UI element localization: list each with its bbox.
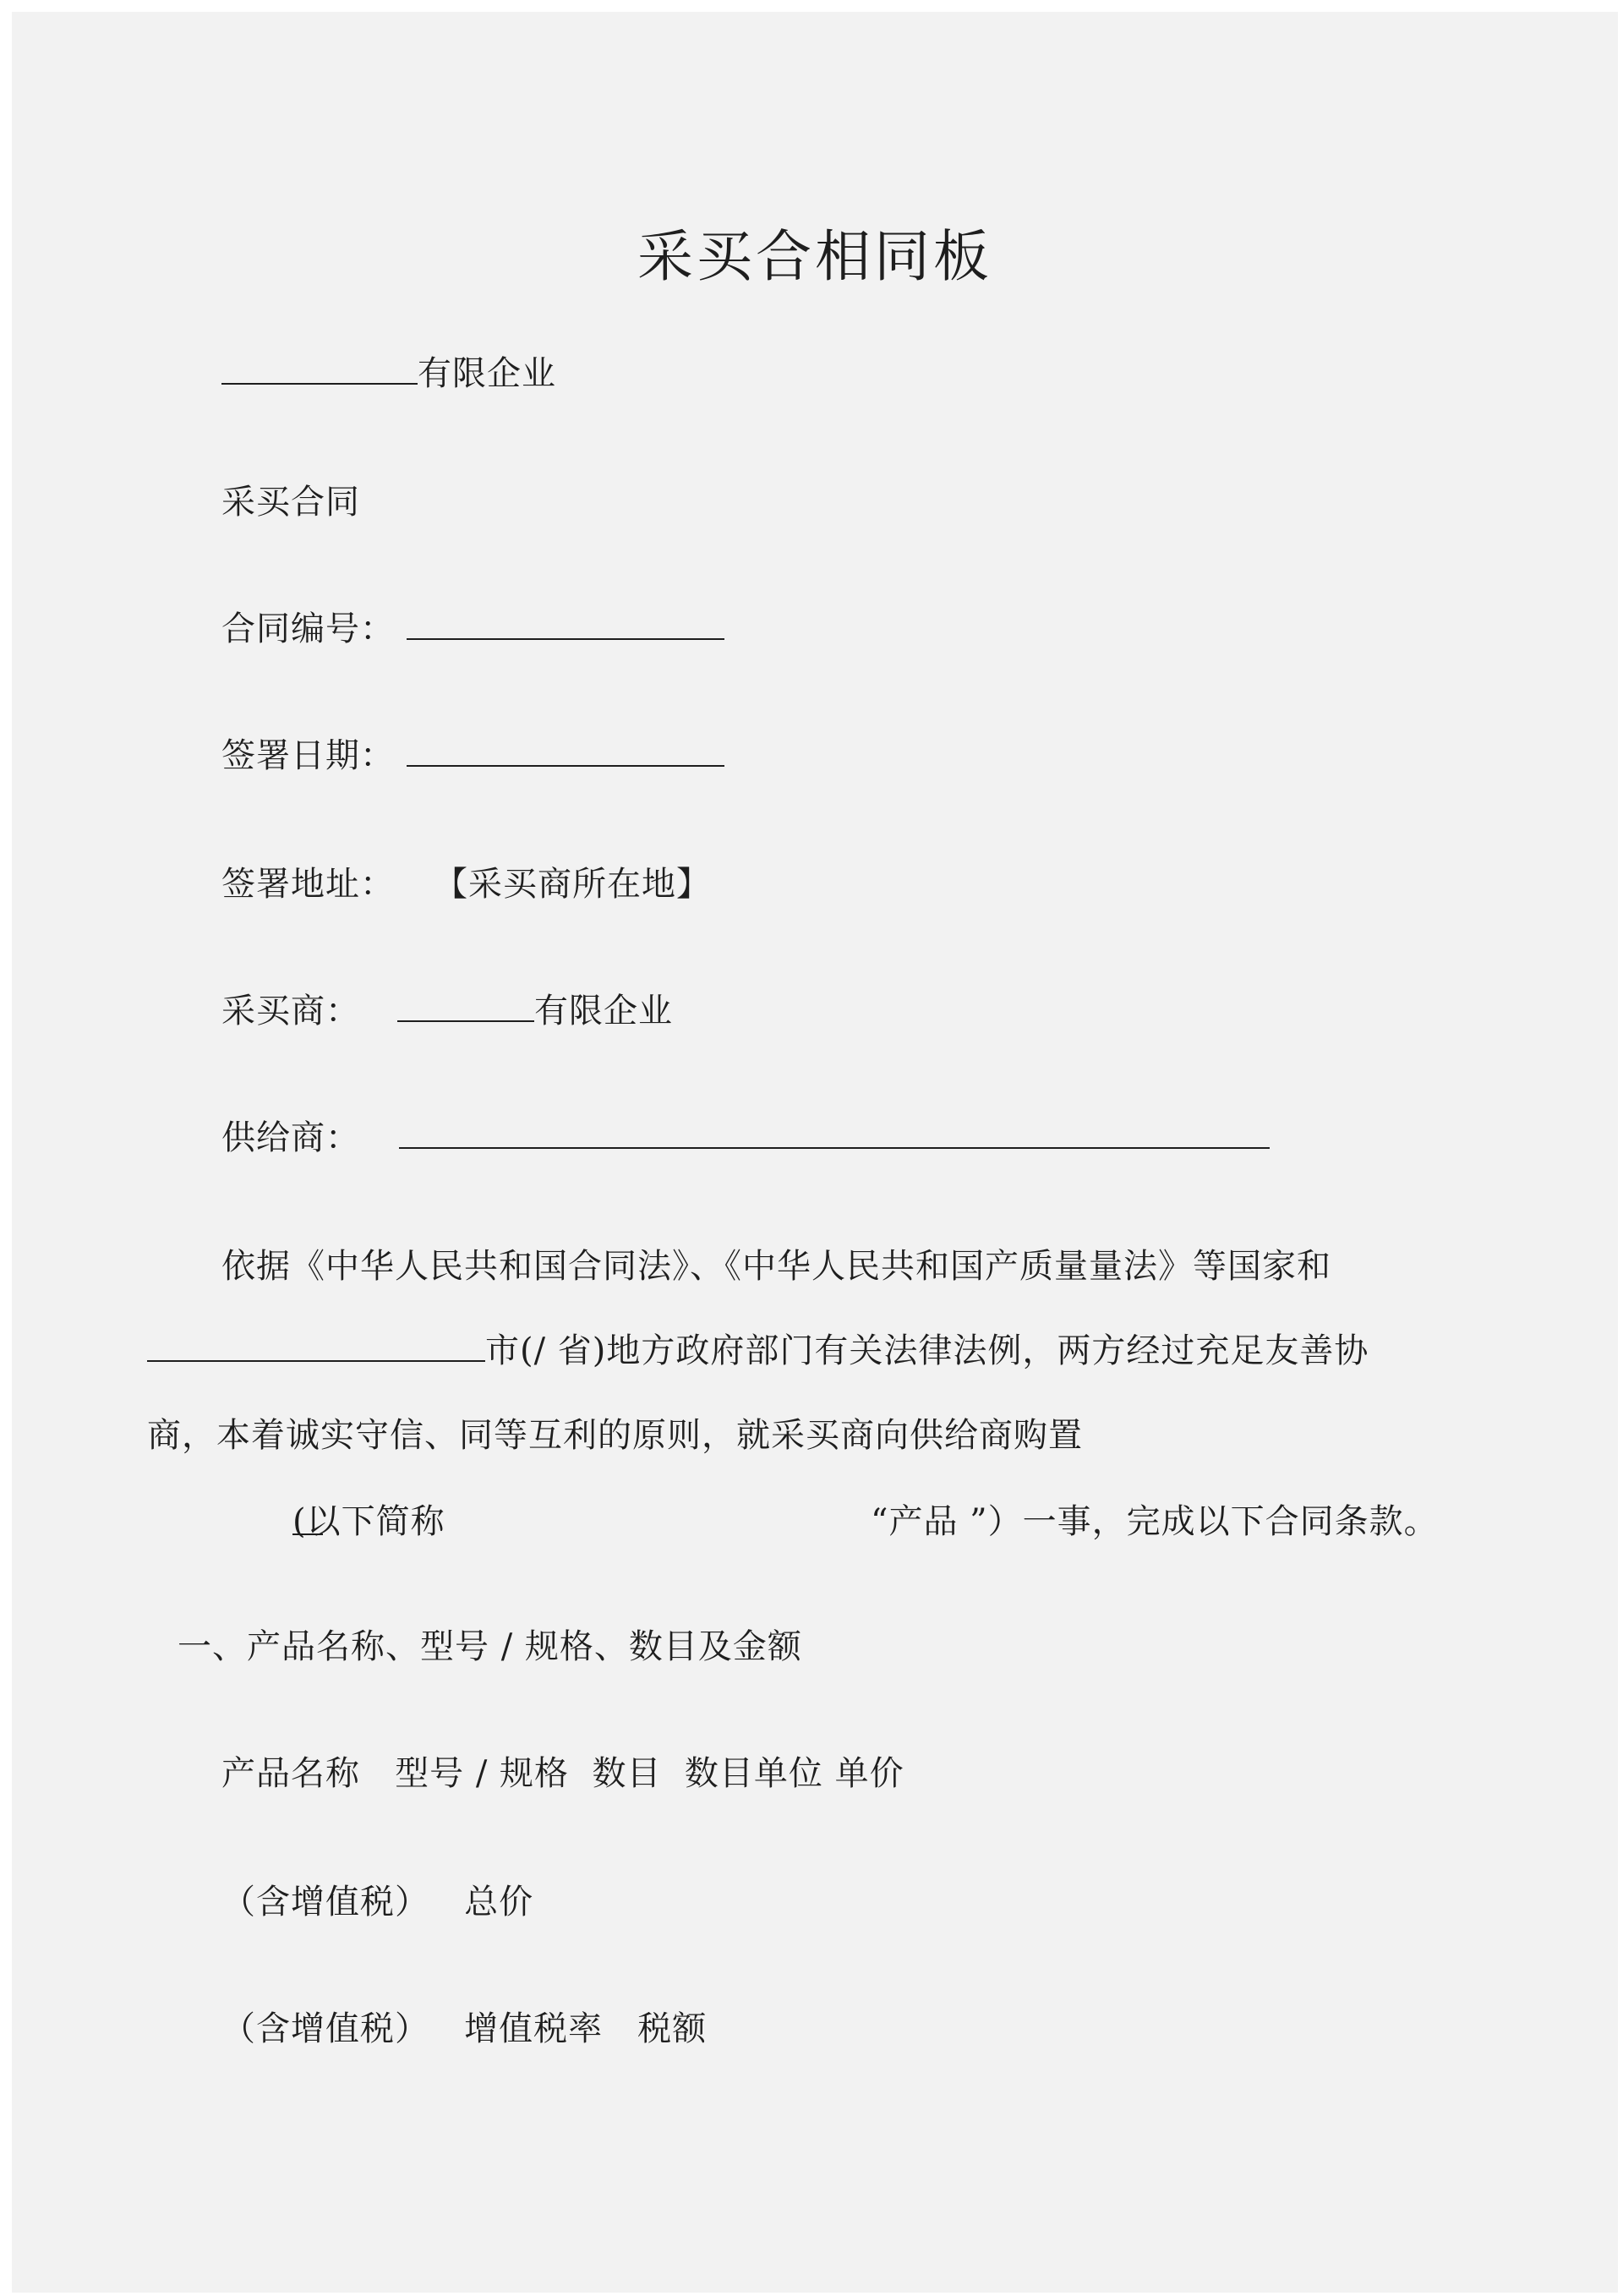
buyer-label: 采买商： — [221, 992, 360, 1030]
preamble-line-4-left — [292, 1500, 445, 1544]
table-header-line-2: （含增值税） 总价 — [221, 1883, 534, 1922]
preamble-line-4-left-text: (以下简称 — [292, 1502, 445, 1541]
contract-number-line — [221, 607, 724, 651]
section-1-heading: 一、产品名称、型号 / 规格、数目及金额 — [178, 1627, 802, 1666]
contract-number-label: 合同编号： — [221, 610, 395, 648]
product-blank[interactable] — [292, 1500, 323, 1535]
buyer-name-blank[interactable] — [397, 990, 534, 1022]
sign-address-line — [221, 862, 711, 906]
company-suffix: 有限企业 — [418, 354, 556, 393]
sign-address-label: 签署地址： — [221, 865, 395, 904]
city-blank[interactable] — [147, 1330, 485, 1362]
sign-address-value: 【采买商所在地】 — [434, 865, 711, 904]
supplier-name-blank[interactable] — [399, 1117, 1270, 1149]
preamble-line-4-right: “产品 ”）一事，完成以下合同条款。 — [871, 1502, 1439, 1541]
document-title: 采买合相同板 — [637, 224, 992, 289]
supplier-line — [221, 1116, 1270, 1160]
preamble-line-2 — [147, 1329, 1369, 1373]
contract-label: 采买合同 — [221, 483, 360, 522]
sign-date-blank[interactable] — [407, 735, 724, 767]
company-name-blank[interactable] — [221, 353, 418, 385]
preamble-line-1: 依据《中华人民共和国合同法》、《中华人民共和国产质量量法》等国家和 — [221, 1247, 1331, 1286]
table-header-line-1: 产品名称 型号 / 规格 数目 数目单位 单价 — [221, 1754, 904, 1793]
company-line — [221, 352, 556, 396]
contract-number-blank[interactable] — [407, 608, 724, 640]
sign-date-line — [221, 734, 724, 778]
preamble-line-2-text: 市(/ 省)地方政府部门有关法律法例，两方经过充足友善协 — [485, 1331, 1369, 1370]
table-header-line-3: （含增值税） 增值税率 税额 — [221, 2009, 708, 2048]
supplier-label: 供给商： — [221, 1118, 360, 1157]
buyer-suffix: 有限企业 — [534, 992, 673, 1030]
buyer-line — [221, 989, 673, 1033]
preamble-line-3: 商，本着诚实守信、同等互利的原则，就采买商向供给商购置 — [147, 1416, 1083, 1455]
document-page — [12, 12, 1618, 2293]
sign-date-label: 签署日期： — [221, 736, 395, 775]
